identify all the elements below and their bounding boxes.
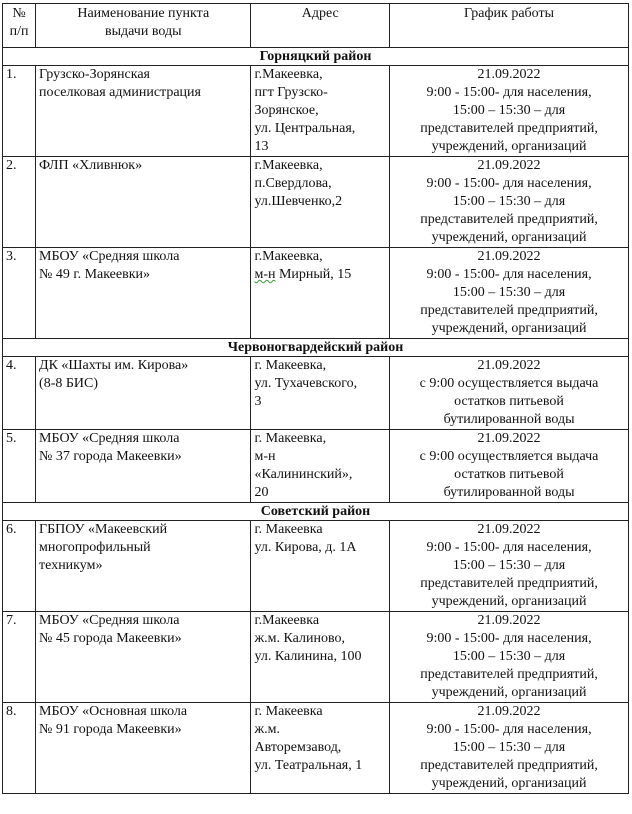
point-schedule-line: представителей предприятий, (420, 121, 598, 136)
point-schedule (390, 521, 629, 612)
point-address (251, 521, 390, 612)
point-schedule-line: 9:00 - 15:00- для населения, (426, 631, 592, 646)
point-schedule (390, 612, 629, 703)
row-number: 5. (3, 430, 36, 503)
point-schedule (390, 703, 629, 794)
point-schedule-line: 15:00 – 15:30 – для (452, 649, 566, 664)
point-schedule-line: 9:00 - 15:00- для населения, (426, 85, 592, 100)
point-schedule-line: представителей предприятий, (420, 212, 598, 227)
point-name (36, 248, 251, 339)
point-address-line: Авторемзавод, (254, 740, 342, 755)
district-title: Горняцкий район (3, 48, 629, 66)
point-name-line: техникум» (39, 558, 103, 573)
point-name-line: многопрофильный (39, 540, 151, 555)
point-name (36, 357, 251, 430)
point-address-line: Зорянское, (254, 103, 319, 118)
point-address-line: м-н (254, 449, 276, 464)
point-name-line: МБОУ «Средняя школа (39, 613, 180, 628)
point-schedule-line: представителей предприятий, (420, 758, 598, 773)
header-schedule (390, 4, 629, 48)
point-name-line: ДК «Шахты им. Кирова» (39, 358, 189, 373)
point-address-line: ул.Шевченко,2 (254, 194, 343, 209)
point-name (36, 430, 251, 503)
header-row (3, 4, 629, 48)
point-address-line: ул. Калинина, 100 (254, 649, 362, 664)
point-schedule-line: учреждений, организаций (431, 139, 587, 154)
district-row (3, 339, 629, 357)
point-schedule (390, 430, 629, 503)
point-address-line: ул. Кирова, д. 1А (254, 540, 357, 555)
point-schedule-line: учреждений, организаций (431, 685, 587, 700)
table-row (3, 157, 629, 248)
district-title: Червоногвардейский район (3, 339, 629, 357)
district-title: Советский район (3, 503, 629, 521)
point-name-line: МБОУ «Основная школа (39, 704, 188, 719)
point-schedule-line: 9:00 - 15:00- для населения, (426, 722, 592, 737)
point-schedule-line: 21.09.2022 (477, 249, 541, 264)
point-schedule-line: 15:00 – 15:30 – для (452, 285, 566, 300)
point-schedule-line: учреждений, организаций (431, 776, 587, 791)
point-schedule (390, 248, 629, 339)
point-schedule-line: 9:00 - 15:00- для населения, (426, 176, 592, 191)
point-address (251, 703, 390, 794)
point-name-line: МБОУ «Средняя школа (39, 431, 180, 446)
spellcheck-mark: м-н (254, 267, 276, 282)
point-schedule-line: бутилированной воды (443, 412, 575, 427)
point-schedule-line: 21.09.2022 (477, 613, 541, 628)
header-num-line: № (12, 6, 26, 21)
point-address-line: 3 (254, 394, 262, 409)
header-schedule-text: График работы (464, 6, 555, 21)
point-schedule-line: 21.09.2022 (477, 704, 541, 719)
point-name-line: № 91 города Макеевки» (39, 722, 182, 737)
point-address-line: г. Макеевка, (254, 358, 327, 373)
point-address-line: г.Макеевка, (254, 67, 323, 82)
point-address-line: г. Макеевка (254, 704, 323, 719)
header-num-line: п/п (9, 24, 29, 39)
point-name-line: ГБПОУ «Макеевский (39, 522, 168, 537)
point-schedule (390, 157, 629, 248)
table-row (3, 703, 629, 794)
point-name (36, 703, 251, 794)
point-name (36, 66, 251, 157)
point-schedule-line: 21.09.2022 (477, 431, 541, 446)
header-num (3, 4, 36, 48)
point-address-line: г.Макеевка (254, 613, 320, 628)
point-name-line: № 49 г. Макеевки» (39, 267, 151, 282)
point-name (36, 612, 251, 703)
point-address-line: 13 (254, 139, 269, 154)
point-schedule-line: 21.09.2022 (477, 358, 541, 373)
row-number: 3. (3, 248, 36, 339)
point-schedule-line: остатков питьевой (454, 467, 564, 482)
table-row (3, 66, 629, 157)
point-name-line: ФЛП «Хливнюк» (39, 158, 143, 173)
point-address-line: ул. Театральная, 1 (254, 758, 363, 773)
table-row (3, 521, 629, 612)
point-schedule-line: представителей предприятий, (420, 576, 598, 591)
point-schedule-line: с 9:00 осуществляется выдача (419, 449, 599, 464)
point-schedule-line: остатков питьевой (454, 394, 564, 409)
point-address (251, 612, 390, 703)
point-name-line: поселковая администрация (39, 85, 201, 100)
point-address-line: ул. Центральная, (254, 121, 356, 136)
table-row (3, 357, 629, 430)
point-name-line: (8-8 БИС) (39, 376, 99, 391)
point-schedule-line: бутилированной воды (443, 485, 575, 500)
district-row (3, 503, 629, 521)
table-row (3, 430, 629, 503)
header-name-line: Наименование пункта (77, 6, 210, 21)
point-address (251, 157, 390, 248)
district-row (3, 48, 629, 66)
row-number: 2. (3, 157, 36, 248)
row-number: 8. (3, 703, 36, 794)
header-address (251, 4, 390, 48)
table-row (3, 248, 629, 339)
table-row (3, 612, 629, 703)
point-schedule-line: 15:00 – 15:30 – для (452, 194, 566, 209)
point-schedule-line: 21.09.2022 (477, 522, 541, 537)
row-number: 7. (3, 612, 36, 703)
point-schedule-line: учреждений, организаций (431, 321, 587, 336)
header-name (36, 4, 251, 48)
point-schedule-line: 9:00 - 15:00- для населения, (426, 540, 592, 555)
table-body (3, 4, 629, 794)
point-address-line: г.Макеевка, (254, 249, 323, 264)
water-points-table (2, 3, 629, 794)
point-address-line: «Калининский», (254, 467, 353, 482)
point-address-line: м-н Мирный, 15 (254, 267, 352, 282)
point-schedule-line: с 9:00 осуществляется выдача (419, 376, 599, 391)
point-name-line: № 45 города Макеевки» (39, 631, 182, 646)
point-address-line: г. Макеевка (254, 522, 323, 537)
row-number: 4. (3, 357, 36, 430)
point-address (251, 357, 390, 430)
point-address (251, 248, 390, 339)
header-address-text: Адрес (301, 6, 339, 21)
point-schedule-line: представителей предприятий, (420, 667, 598, 682)
point-address-line: пгт Грузско- (254, 85, 328, 100)
point-schedule (390, 357, 629, 430)
point-schedule-line: 21.09.2022 (477, 67, 541, 82)
point-address-line: п.Свердлова, (254, 176, 332, 191)
point-address-line: г. Макеевка, (254, 431, 327, 446)
point-address-line: ул. Тухачевского, (254, 376, 358, 391)
point-address-line: г.Макеевка, (254, 158, 323, 173)
point-schedule-line: 15:00 – 15:30 – для (452, 103, 566, 118)
point-address-line: ж.м. (254, 722, 280, 737)
point-address (251, 430, 390, 503)
row-number: 1. (3, 66, 36, 157)
point-address (251, 66, 390, 157)
point-schedule-line: 21.09.2022 (477, 158, 541, 173)
point-schedule-line: представителей предприятий, (420, 303, 598, 318)
point-address-line: ж.м. Калиново, (254, 631, 345, 646)
point-schedule-line: 15:00 – 15:30 – для (452, 558, 566, 573)
row-number: 6. (3, 521, 36, 612)
header-name-line: выдачи воды (105, 24, 182, 39)
point-name-line: Грузско-Зорянская (39, 67, 150, 82)
point-schedule-line: 9:00 - 15:00- для населения, (426, 267, 592, 282)
point-name (36, 521, 251, 612)
point-schedule-line: учреждений, организаций (431, 594, 587, 609)
point-address-line: 20 (254, 485, 269, 500)
point-schedule-line: 15:00 – 15:30 – для (452, 740, 566, 755)
point-schedule (390, 66, 629, 157)
point-name-line: № 37 города Макеевки» (39, 449, 182, 464)
point-name-line: МБОУ «Средняя школа (39, 249, 180, 264)
point-name (36, 157, 251, 248)
point-schedule-line: учреждений, организаций (431, 230, 587, 245)
